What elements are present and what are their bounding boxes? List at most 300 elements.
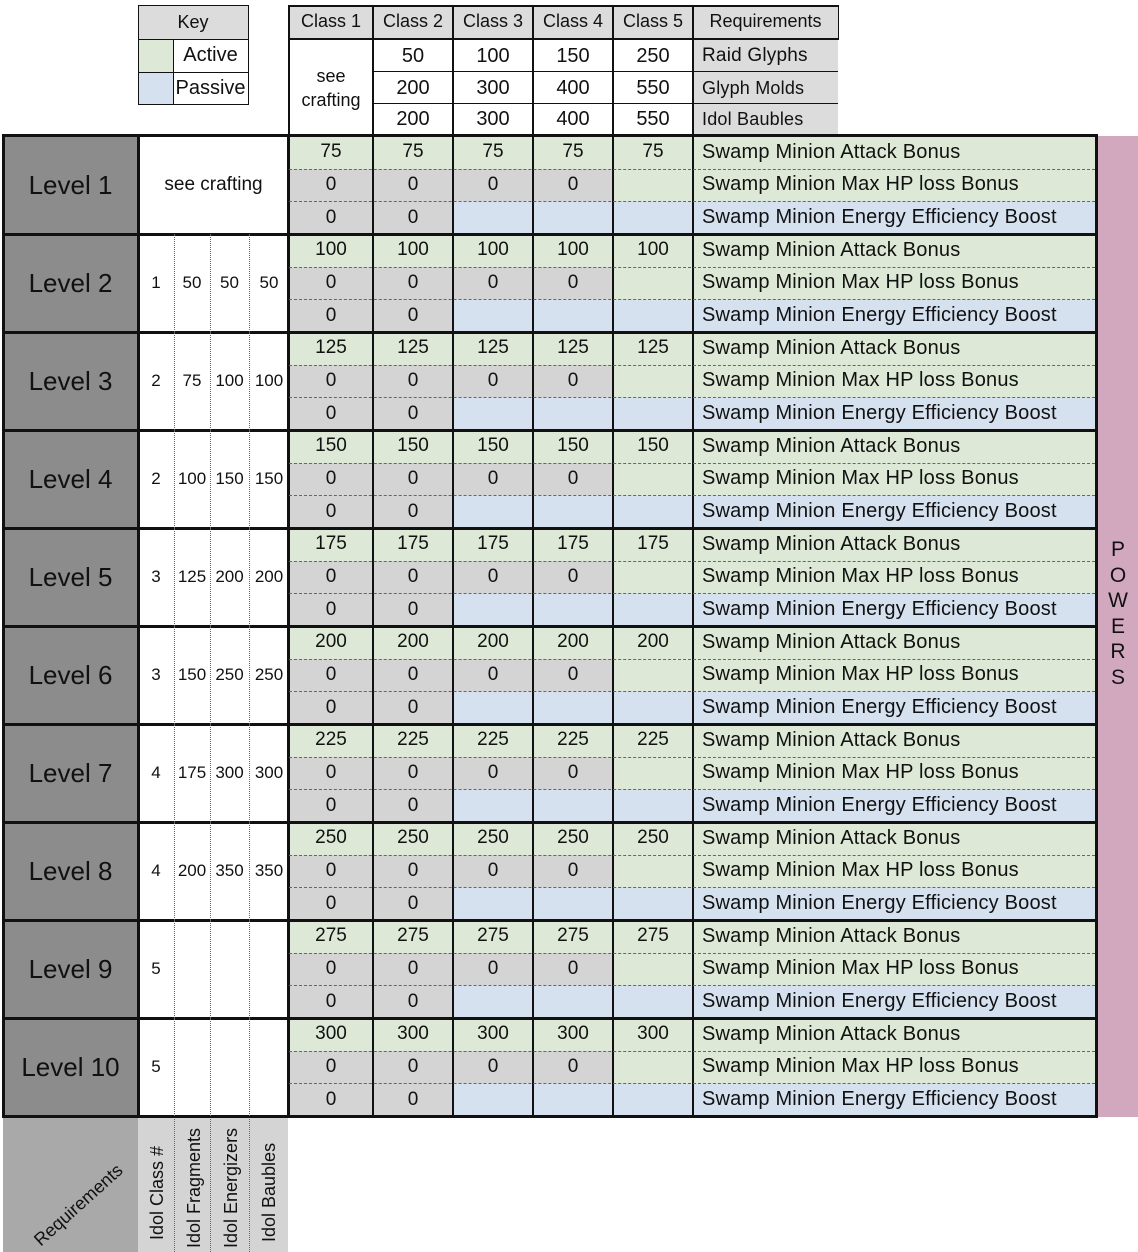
- attack-value: 75: [373, 136, 453, 169]
- energy-value: 0: [289, 985, 373, 1018]
- power-name: Swamp Minion Attack Bonus: [694, 626, 1096, 659]
- attack-value: 175: [289, 528, 373, 561]
- energy-value: 0: [373, 495, 453, 528]
- empty-cell: [533, 299, 613, 332]
- empty-cell: [533, 593, 613, 626]
- attack-value: 250: [533, 822, 613, 855]
- attack-value: 150: [373, 430, 453, 463]
- requirement-value: 3: [138, 626, 174, 724]
- cost-name: Idol Baubles: [694, 104, 838, 135]
- attack-value: 200: [289, 626, 373, 659]
- attack-value: 150: [613, 430, 693, 463]
- hp-value: 0: [289, 659, 373, 692]
- class-cost-value: 250: [613, 40, 693, 72]
- hp-value: 0: [289, 365, 373, 398]
- empty-cell: [533, 789, 613, 822]
- class-header: Class 2: [373, 5, 453, 38]
- empty-cell: [613, 985, 693, 1018]
- col-divider: [210, 430, 211, 528]
- requirement-value: 100: [210, 332, 249, 430]
- level1-crafting-note: see crafting: [138, 136, 289, 234]
- attack-value: 75: [533, 136, 613, 169]
- attack-value: 100: [289, 234, 373, 267]
- hp-value: 0: [533, 267, 613, 300]
- class-cost-value: 300: [453, 104, 533, 135]
- col-divider: [174, 920, 175, 1018]
- power-name: Swamp Minion Energy Efficiency Boost: [694, 593, 1096, 626]
- attack-value: 125: [453, 332, 533, 365]
- powers-label: P O W E R S: [1108, 538, 1128, 689]
- attack-value: 125: [533, 332, 613, 365]
- requirement-value: 350: [249, 822, 289, 920]
- col-divider: [249, 332, 250, 430]
- col-divider: [249, 920, 250, 1018]
- footer-requirements-cell: [3, 1117, 138, 1252]
- class-cost-value: 400: [533, 72, 613, 104]
- col-divider: [210, 724, 211, 822]
- attack-value: 200: [373, 626, 453, 659]
- level-label: Level 3: [3, 332, 138, 430]
- empty-cell: [533, 985, 613, 1018]
- class-header: Class 4: [533, 5, 613, 38]
- footer-column-label: Idol Energizers: [221, 1127, 241, 1248]
- hp-value: 0: [453, 953, 533, 986]
- col-divider: [210, 234, 211, 332]
- grid-line: [3, 429, 1098, 432]
- requirement-value: 200: [174, 822, 210, 920]
- power-name: Swamp Minion Max HP loss Bonus: [694, 757, 1096, 790]
- power-name: Swamp Minion Attack Bonus: [694, 332, 1096, 365]
- requirement-value: 1: [138, 234, 174, 332]
- hp-value: 0: [533, 757, 613, 790]
- col-divider: [210, 626, 211, 724]
- col-divider: [174, 430, 175, 528]
- key-title: Key: [138, 5, 248, 39]
- hp-value: 0: [533, 1051, 613, 1084]
- energy-value: 0: [373, 887, 453, 920]
- requirement-value: 150: [210, 430, 249, 528]
- attack-value: 275: [613, 920, 693, 953]
- col-divider: [249, 430, 250, 528]
- power-name: Swamp Minion Attack Bonus: [694, 822, 1096, 855]
- hp-value: 0: [533, 953, 613, 986]
- empty-cell: [613, 593, 693, 626]
- grid-line: [3, 134, 1098, 137]
- energy-value: 0: [373, 201, 453, 234]
- requirement-value: 350: [210, 822, 249, 920]
- attack-value: 75: [453, 136, 533, 169]
- col-divider: [249, 528, 250, 626]
- class-header: Class 5: [613, 5, 693, 38]
- attack-value: 150: [453, 430, 533, 463]
- energy-value: 0: [289, 397, 373, 430]
- attack-value: 250: [373, 822, 453, 855]
- empty-cell: [613, 397, 693, 430]
- attack-value: 75: [613, 136, 693, 169]
- empty-cell: [453, 397, 533, 430]
- empty-cell: [613, 855, 693, 888]
- attack-value: 175: [373, 528, 453, 561]
- hp-value: 0: [289, 953, 373, 986]
- hp-value: 0: [289, 757, 373, 790]
- requirement-value: 175: [174, 724, 210, 822]
- col-divider: [210, 822, 211, 920]
- requirement-value: 50: [210, 234, 249, 332]
- requirement-value: [210, 920, 249, 1018]
- hp-value: 0: [453, 169, 533, 202]
- power-name: Swamp Minion Attack Bonus: [694, 920, 1096, 953]
- col-divider: [174, 1018, 175, 1116]
- hp-value: 0: [373, 169, 453, 202]
- requirement-value: 250: [249, 626, 289, 724]
- hp-value: 0: [289, 267, 373, 300]
- grid-line: [372, 136, 374, 1117]
- cost-name: Raid Glyphs: [694, 40, 838, 72]
- class-header: Class 3: [453, 5, 533, 38]
- requirement-value: 2: [138, 430, 174, 528]
- attack-value: 300: [453, 1018, 533, 1051]
- grid-line: [3, 723, 1098, 726]
- col-divider: [210, 1018, 211, 1116]
- hp-value: 0: [453, 1051, 533, 1084]
- requirement-value: 5: [138, 920, 174, 1018]
- class-cost-value: 200: [373, 104, 453, 135]
- empty-cell: [613, 201, 693, 234]
- empty-cell: [613, 757, 693, 790]
- attack-value: 100: [373, 234, 453, 267]
- row-divider: [289, 267, 1095, 268]
- requirement-value: [249, 1018, 289, 1116]
- power-name: Swamp Minion Energy Efficiency Boost: [694, 299, 1096, 332]
- row-divider: [289, 495, 1095, 496]
- row-divider: [289, 299, 1095, 300]
- key-passive-swatch: [138, 72, 173, 104]
- hp-value: 0: [289, 169, 373, 202]
- empty-cell: [613, 953, 693, 986]
- footer-column-label: Idol Fragments: [184, 1127, 204, 1248]
- level-label: Level 8: [3, 822, 138, 920]
- class-header: Class 1: [289, 5, 373, 38]
- attack-value: 225: [289, 724, 373, 757]
- footer-divider: [210, 1117, 211, 1252]
- grid-line: [288, 5, 839, 7]
- grid-line: [612, 136, 614, 1117]
- hp-value: 0: [533, 659, 613, 692]
- requirement-value: 250: [210, 626, 249, 724]
- col-divider: [174, 234, 175, 332]
- attack-value: 100: [533, 234, 613, 267]
- empty-cell: [453, 201, 533, 234]
- empty-cell: [453, 887, 533, 920]
- grid-line: [532, 136, 534, 1117]
- energy-value: 0: [289, 201, 373, 234]
- energy-value: 0: [289, 691, 373, 724]
- empty-cell: [613, 691, 693, 724]
- grid-line: [248, 5, 249, 105]
- empty-cell: [453, 985, 533, 1018]
- empty-cell: [533, 887, 613, 920]
- hp-value: 0: [373, 855, 453, 888]
- requirement-value: 2: [138, 332, 174, 430]
- hp-value: 0: [373, 659, 453, 692]
- grid-line: [173, 39, 174, 105]
- attack-value: 175: [453, 528, 533, 561]
- power-name: Swamp Minion Max HP loss Bonus: [694, 463, 1096, 496]
- power-name: Swamp Minion Energy Efficiency Boost: [694, 887, 1096, 920]
- power-name: Swamp Minion Energy Efficiency Boost: [694, 397, 1096, 430]
- requirement-value: [249, 920, 289, 1018]
- attack-value: 200: [533, 626, 613, 659]
- grid-line: [138, 104, 249, 105]
- hp-value: 0: [453, 561, 533, 594]
- grid-line: [288, 38, 839, 40]
- grid-line: [137, 134, 140, 1118]
- power-name: Swamp Minion Energy Efficiency Boost: [694, 985, 1096, 1018]
- hp-value: 0: [373, 463, 453, 496]
- hp-value: 0: [373, 561, 453, 594]
- row-divider: [289, 365, 1095, 366]
- energy-value: 0: [373, 985, 453, 1018]
- key-active-label: Active: [173, 39, 248, 72]
- col-divider: [174, 528, 175, 626]
- hp-value: 0: [453, 757, 533, 790]
- hp-value: 0: [453, 267, 533, 300]
- grid-line: [3, 821, 1098, 824]
- attack-value: 225: [533, 724, 613, 757]
- grid-line: [3, 625, 1098, 628]
- energy-value: 0: [289, 1083, 373, 1116]
- key-passive-label: Passive: [173, 72, 248, 104]
- empty-cell: [453, 299, 533, 332]
- level-label: Level 2: [3, 234, 138, 332]
- hp-value: 0: [289, 561, 373, 594]
- class-cost-value: 550: [613, 104, 693, 135]
- empty-cell: [613, 169, 693, 202]
- grid-line: [2, 134, 5, 1118]
- hp-value: 0: [453, 659, 533, 692]
- key-active-swatch: [138, 39, 173, 72]
- attack-value: 100: [453, 234, 533, 267]
- level-label: Level 9: [3, 920, 138, 1018]
- col-divider: [210, 332, 211, 430]
- power-name: Swamp Minion Energy Efficiency Boost: [694, 789, 1096, 822]
- class-cost-value: 50: [373, 40, 453, 72]
- footer-divider: [174, 1117, 175, 1252]
- power-name: Swamp Minion Max HP loss Bonus: [694, 561, 1096, 594]
- grid-line: [138, 5, 139, 105]
- requirement-value: 100: [174, 430, 210, 528]
- grid-line: [372, 103, 693, 104]
- col-divider: [174, 822, 175, 920]
- requirement-value: [174, 920, 210, 1018]
- col-divider: [174, 724, 175, 822]
- hp-value: 0: [533, 463, 613, 496]
- hp-value: 0: [453, 855, 533, 888]
- empty-cell: [533, 691, 613, 724]
- empty-cell: [533, 1083, 613, 1116]
- attack-value: 125: [613, 332, 693, 365]
- class-cost-value: 100: [453, 40, 533, 72]
- attack-value: 275: [533, 920, 613, 953]
- attack-value: 175: [533, 528, 613, 561]
- energy-value: 0: [373, 397, 453, 430]
- hp-value: 0: [533, 855, 613, 888]
- grid-line: [692, 136, 694, 1117]
- row-divider: [289, 169, 1095, 170]
- hp-value: 0: [373, 953, 453, 986]
- empty-cell: [453, 1083, 533, 1116]
- col-divider: [174, 626, 175, 724]
- level-label: Level 5: [3, 528, 138, 626]
- energy-value: 0: [289, 789, 373, 822]
- row-divider: [289, 397, 1095, 398]
- grid-line: [138, 5, 249, 6]
- empty-cell: [613, 495, 693, 528]
- col-divider: [210, 920, 211, 1018]
- class-cost-value: 300: [453, 72, 533, 104]
- requirement-value: [210, 1018, 249, 1116]
- requirement-value: 200: [249, 528, 289, 626]
- empty-cell: [613, 1083, 693, 1116]
- empty-cell: [453, 495, 533, 528]
- empty-cell: [533, 397, 613, 430]
- power-name: Swamp Minion Max HP loss Bonus: [694, 1051, 1096, 1084]
- row-divider: [289, 1083, 1095, 1084]
- requirement-value: 50: [249, 234, 289, 332]
- attack-value: 300: [613, 1018, 693, 1051]
- requirement-value: [174, 1018, 210, 1116]
- row-divider: [289, 1051, 1095, 1052]
- footer-requirements-label: Requirements: [30, 1160, 127, 1250]
- class-cost-value: 400: [533, 104, 613, 135]
- energy-value: 0: [289, 495, 373, 528]
- grid-line: [1095, 134, 1098, 1118]
- attack-value: 200: [613, 626, 693, 659]
- attack-value: 100: [613, 234, 693, 267]
- requirement-value: 100: [249, 332, 289, 430]
- attack-value: 225: [453, 724, 533, 757]
- hp-value: 0: [373, 267, 453, 300]
- col-divider: [174, 332, 175, 430]
- power-name: Swamp Minion Attack Bonus: [694, 724, 1096, 757]
- row-divider: [289, 561, 1095, 562]
- power-name: Swamp Minion Max HP loss Bonus: [694, 169, 1096, 202]
- grid-line: [838, 5, 839, 39]
- requirements-header: Requirements: [693, 5, 838, 38]
- requirement-value: 150: [174, 626, 210, 724]
- energy-value: 0: [289, 593, 373, 626]
- empty-cell: [613, 561, 693, 594]
- hp-value: 0: [289, 1051, 373, 1084]
- attack-value: 225: [613, 724, 693, 757]
- power-name: Swamp Minion Attack Bonus: [694, 234, 1096, 267]
- footer-column-label: Idol Class #: [147, 1145, 167, 1240]
- requirement-value: 50: [174, 234, 210, 332]
- grid-line: [372, 71, 693, 72]
- energy-value: 0: [373, 299, 453, 332]
- power-name: Swamp Minion Energy Efficiency Boost: [694, 1083, 1096, 1116]
- requirement-value: 3: [138, 528, 174, 626]
- footer-divider: [249, 1117, 250, 1252]
- attack-value: 275: [453, 920, 533, 953]
- row-divider: [289, 659, 1095, 660]
- grid-line: [3, 331, 1098, 334]
- attack-value: 250: [289, 822, 373, 855]
- power-name: Swamp Minion Energy Efficiency Boost: [694, 201, 1096, 234]
- empty-cell: [613, 887, 693, 920]
- empty-cell: [613, 463, 693, 496]
- level-label: Level 10: [3, 1018, 138, 1116]
- energy-value: 0: [289, 299, 373, 332]
- level-label: Level 1: [3, 136, 138, 234]
- energy-value: 0: [373, 789, 453, 822]
- power-name: Swamp Minion Max HP loss Bonus: [694, 267, 1096, 300]
- attack-value: 225: [373, 724, 453, 757]
- empty-cell: [613, 1051, 693, 1084]
- grid-line: [452, 136, 454, 1117]
- attack-value: 250: [613, 822, 693, 855]
- empty-cell: [613, 789, 693, 822]
- power-name: Swamp Minion Max HP loss Bonus: [694, 365, 1096, 398]
- grid-line: [694, 71, 838, 72]
- power-name: Swamp Minion Max HP loss Bonus: [694, 855, 1096, 888]
- attack-value: 275: [373, 920, 453, 953]
- row-divider: [289, 593, 1095, 594]
- hp-value: 0: [533, 561, 613, 594]
- attack-value: 125: [373, 332, 453, 365]
- attack-value: 300: [289, 1018, 373, 1051]
- requirement-value: 150: [249, 430, 289, 528]
- power-name: Swamp Minion Energy Efficiency Boost: [694, 495, 1096, 528]
- col-divider: [249, 724, 250, 822]
- hp-value: 0: [373, 757, 453, 790]
- col-divider: [249, 1018, 250, 1116]
- requirement-value: 200: [210, 528, 249, 626]
- requirement-value: 300: [210, 724, 249, 822]
- hp-value: 0: [373, 365, 453, 398]
- requirement-value: 125: [174, 528, 210, 626]
- grid-line: [138, 39, 249, 40]
- power-name: Swamp Minion Attack Bonus: [694, 1018, 1096, 1051]
- energy-value: 0: [373, 1083, 453, 1116]
- row-divider: [289, 691, 1095, 692]
- grid-line: [3, 919, 1098, 922]
- requirement-value: 75: [174, 332, 210, 430]
- hp-value: 0: [533, 365, 613, 398]
- energy-value: 0: [373, 691, 453, 724]
- row-divider: [289, 201, 1095, 202]
- power-name: Swamp Minion Attack Bonus: [694, 136, 1096, 169]
- power-name: Swamp Minion Max HP loss Bonus: [694, 953, 1096, 986]
- empty-cell: [453, 691, 533, 724]
- hp-value: 0: [373, 1051, 453, 1084]
- row-divider: [289, 887, 1095, 888]
- empty-cell: [613, 659, 693, 692]
- grid-line: [694, 103, 838, 104]
- level-label: Level 7: [3, 724, 138, 822]
- empty-cell: [533, 201, 613, 234]
- attack-value: 250: [453, 822, 533, 855]
- attack-value: 75: [289, 136, 373, 169]
- requirement-value: 4: [138, 822, 174, 920]
- col-divider: [249, 234, 250, 332]
- empty-cell: [613, 299, 693, 332]
- row-divider: [289, 985, 1095, 986]
- class-cost-value: 200: [373, 72, 453, 104]
- attack-value: 125: [289, 332, 373, 365]
- grid-line: [3, 233, 1098, 236]
- class-cost-value: 150: [533, 40, 613, 72]
